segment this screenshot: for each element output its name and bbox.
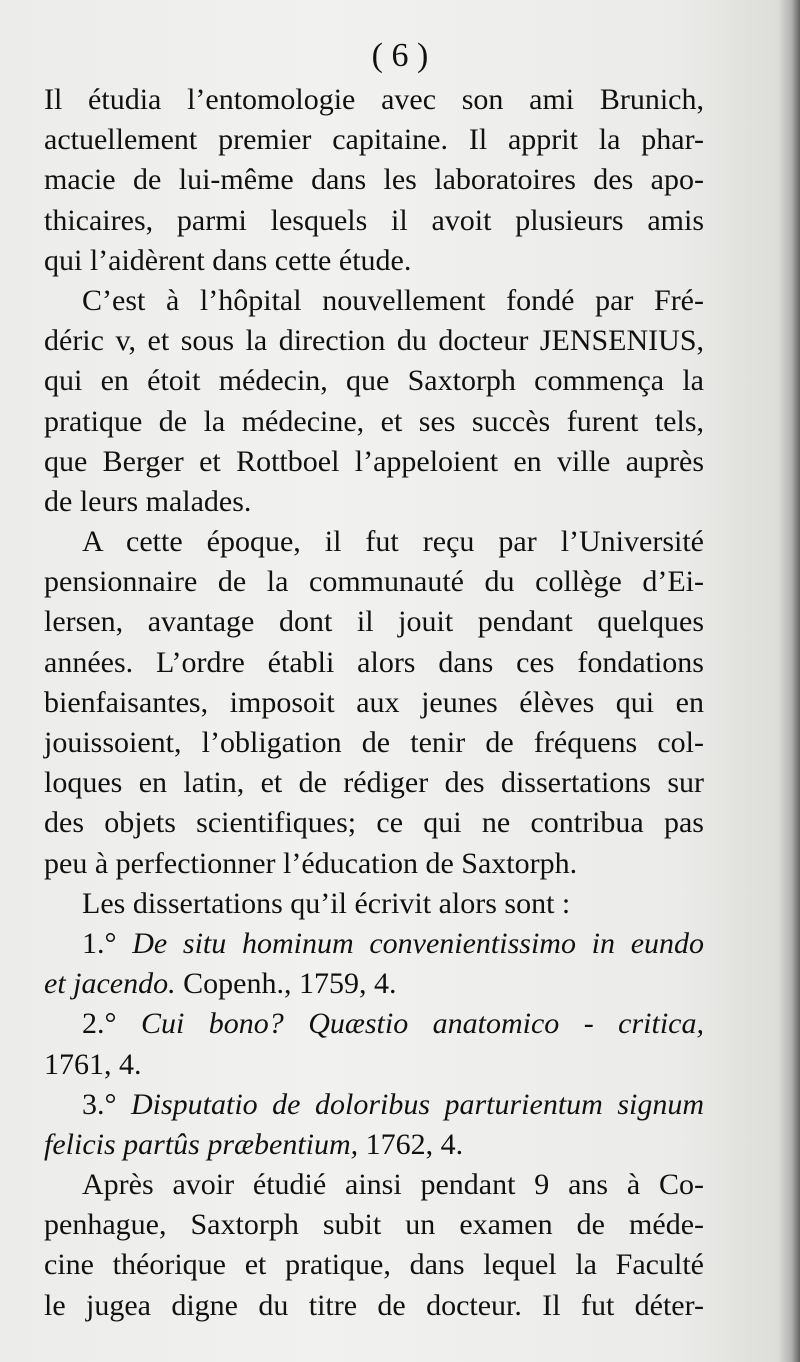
text-line: macie de lui-même dans les laboratoires des apo-: [44, 163, 704, 197]
page-number: ( 6 ): [371, 37, 429, 74]
body-text: [44, 80, 704, 1326]
page-edge-shadow: [778, 0, 800, 1362]
text-line: C’est à l’hôpital nouvellement fondé par Fré-: [82, 283, 704, 317]
text-line: peu à perfectionner l’éducation de Saxtorph.: [44, 846, 578, 880]
text-line: Après avoir étudié ainsi pendant 9 ans à Co-: [82, 1168, 704, 1202]
dissertation-item: [44, 1085, 704, 1125]
text-line: jouissoient, l’obligation de tenir de fréquens col-: [44, 726, 704, 759]
item-publication: Copenh., 1759, 4.: [183, 967, 397, 1001]
item-number: 2.°: [82, 1007, 117, 1041]
dissertation-item-cont: [44, 1045, 704, 1085]
text-line: bienfaisantes, imposoit aux jeunes élèves qui en: [44, 685, 704, 719]
text-line: Les dissertations qu’il écrivit alors sont :: [82, 886, 571, 920]
dissertation-item-cont: [44, 964, 704, 1004]
item-number: 1.°: [82, 926, 117, 960]
text-line: penhague, Saxtorph subit un examen de méde-: [44, 1208, 704, 1242]
text-line: qui en étoit médecin, que Saxtorph commença la: [44, 364, 704, 398]
text-line: pensionnaire de la communauté du collège d’Ei-: [44, 565, 704, 599]
item-publication: 1761, 4.: [44, 1047, 142, 1081]
text-line: le jugea digne du titre de docteur. Il fut déter-: [44, 1288, 704, 1322]
text-line: thicaires, parmi lesquels il avoit plusieurs amis: [44, 203, 704, 237]
text-line: de leurs malades.: [44, 484, 252, 518]
text-line: Il étudia l’entomologie avec son ami Brunich,: [44, 83, 704, 116]
text-line: A cette époque, il fut reçu par l’Université: [82, 525, 704, 559]
text-line: loques en latin, et de rédiger des dissertations sur: [44, 766, 704, 800]
item-number: 3.°: [82, 1087, 117, 1121]
dissertation-item-cont: [44, 1125, 704, 1165]
dissertation-item: [44, 1004, 704, 1044]
item-title-cont: et jacendo.: [44, 967, 176, 1001]
dissertation-item: [44, 924, 704, 964]
text-line: pratique de la médecine, et ses succès furent tels,: [44, 404, 704, 438]
text-line: années. L’ordre établi alors dans ces fondations: [44, 645, 704, 679]
text-line: qui l’aidèrent dans cette étude.: [44, 243, 412, 277]
text-line: lersen, avantage dont il jouit pendant quelques: [44, 605, 704, 639]
text-line: que Berger et Rottboel l’appeloient en ville auprès: [44, 444, 704, 478]
text-line: déric v, et sous la direction du docteur JENSENIUS,: [44, 324, 704, 358]
item-title-cont: felicis partûs præbentium,: [44, 1127, 359, 1161]
text-line: cine théorique et pratique, dans lequel la Faculté: [44, 1248, 704, 1282]
text-line: des objets scientifiques; ce qui ne contribua pas: [44, 806, 704, 840]
item-title: Disputatio de doloribus parturientum signum: [131, 1087, 704, 1121]
item-publication: 1762, 4.: [365, 1127, 464, 1161]
item-title: De situ hominum convenientissimo in eundo: [132, 926, 705, 960]
text-line: actuellement premier capitaine. Il apprit la phar-: [44, 123, 704, 157]
item-title: Cui bono? Quæstio anatomico - critica,: [140, 1007, 704, 1041]
